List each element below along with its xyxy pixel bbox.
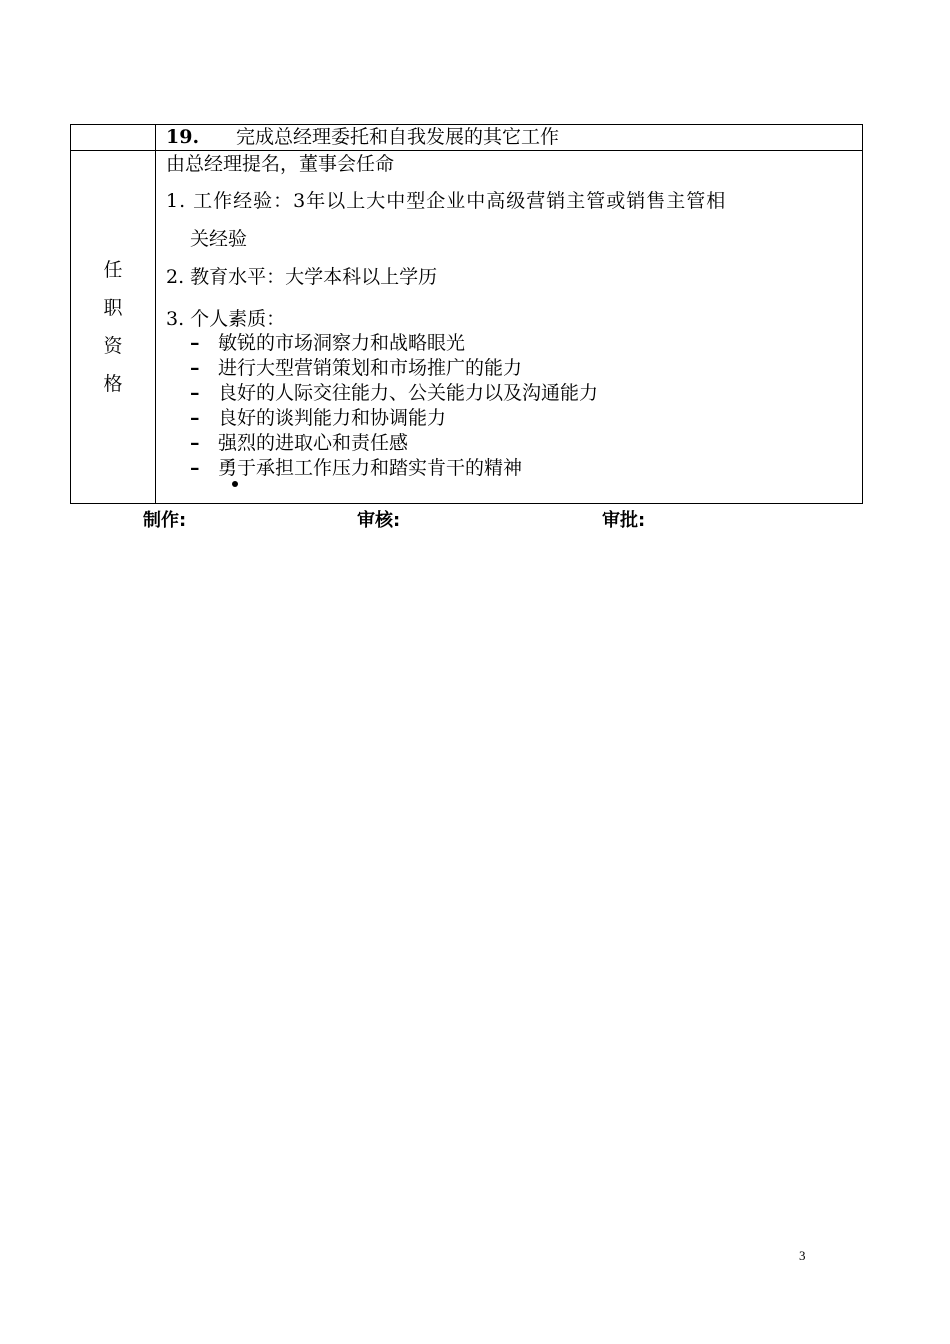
list-item: – 敏锐的市场洞察力和战略眼光	[190, 332, 466, 354]
label-char: 任	[103, 259, 123, 281]
dash-marker: –	[190, 357, 200, 379]
list-item: – 进行大型营销策划和市场推广的能力	[190, 357, 523, 379]
made-by-label: 制作:	[143, 510, 187, 531]
label-char: 资	[103, 335, 123, 357]
reviewed-by-label: 审核:	[357, 510, 401, 531]
label-char: 格	[103, 373, 123, 395]
approved-by-label: 审批:	[602, 510, 646, 531]
duty-item-19	[156, 125, 862, 149]
education-text: 2. 教育水平：大学本科以上学历	[166, 266, 438, 288]
list-item: – 良好的谈判能力和协调能力	[190, 407, 447, 429]
page-number: 3	[799, 1248, 806, 1263]
dash-marker: –	[190, 407, 200, 429]
personal-qualities-list	[190, 331, 598, 481]
qualification-content-cell	[156, 151, 863, 504]
empty-label-cell	[71, 125, 156, 151]
work-experience-line2: 关经验	[190, 228, 248, 250]
table-row	[71, 151, 863, 504]
personal-header: 3. 个人素质：	[166, 308, 286, 330]
label-char: 职	[103, 297, 123, 319]
work-experience-line1: 1. 工作经验：3年以上大中型企业中高级营销主管或销售主管相	[166, 190, 727, 212]
qualification-label	[71, 151, 155, 503]
qualification-label-cell	[71, 151, 156, 504]
qualification-content	[156, 151, 862, 503]
dash-marker: –	[190, 332, 200, 354]
dash-marker: –	[190, 457, 200, 479]
list-item: – 勇于承担工作压力和踏实肯干的精神	[190, 457, 523, 479]
appointment-text: 由总经理提名，董事会任命	[166, 153, 395, 175]
empty-bullet-dot	[232, 481, 238, 487]
duty-text: 完成总经理委托和自我发展的其它工作	[236, 126, 560, 148]
dash-marker: –	[190, 432, 200, 454]
job-description-table	[70, 124, 863, 504]
table-row	[71, 125, 863, 151]
duty-number: 19.	[166, 126, 200, 148]
list-item: – 强烈的进取心和责任感	[190, 432, 409, 454]
dash-marker: –	[190, 382, 200, 404]
list-item: – 良好的人际交往能力、公关能力以及沟通能力	[190, 382, 599, 404]
duty-cell	[156, 125, 863, 151]
